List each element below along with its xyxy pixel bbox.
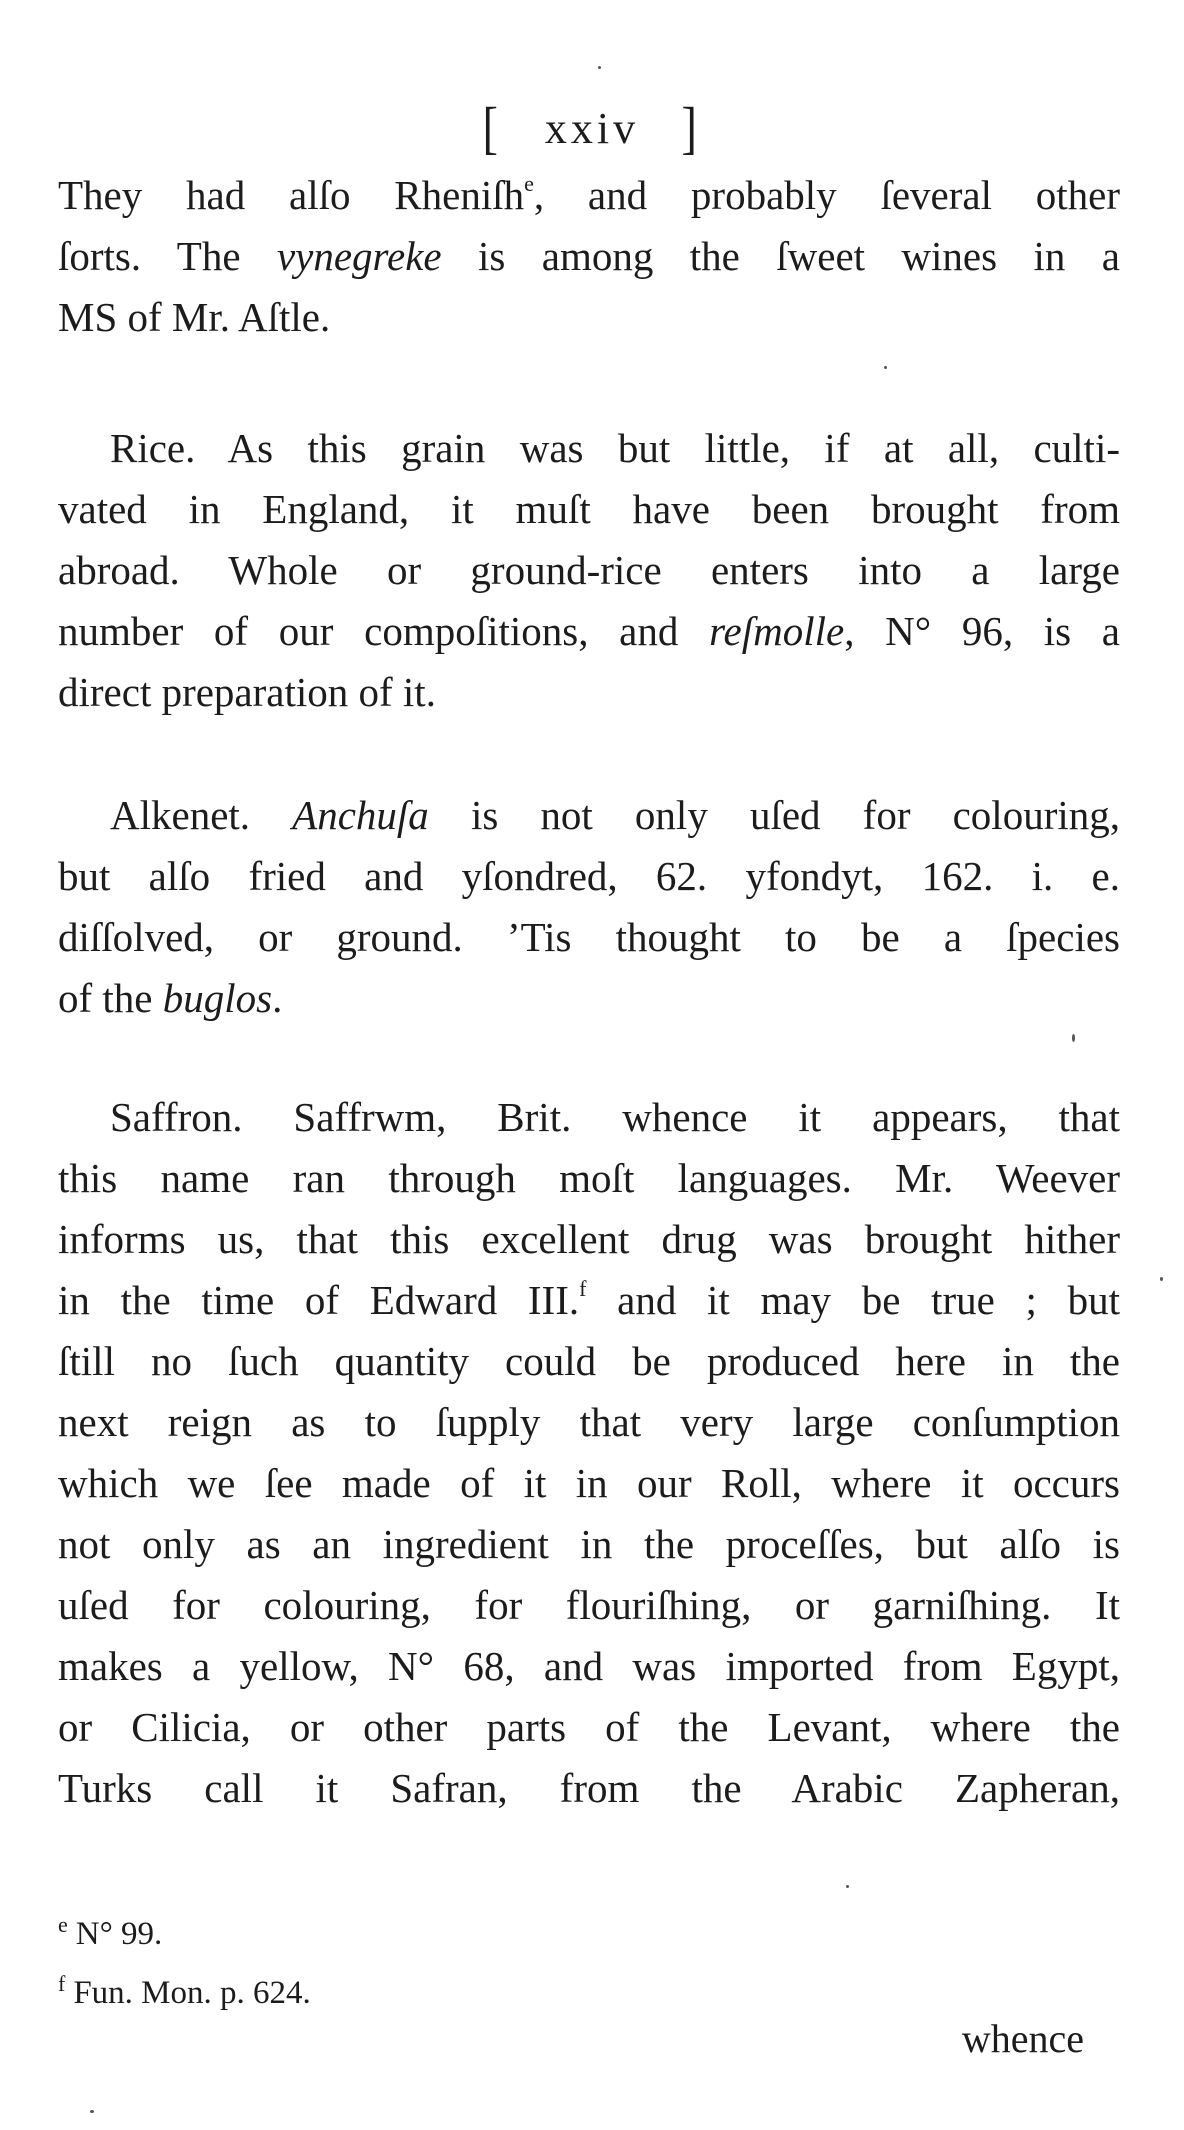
page-number: xxiv bbox=[544, 104, 640, 153]
text-run: not only as an ingredient in the proceſſes, but alſo is bbox=[58, 1521, 1120, 1567]
footnote-f bbox=[58, 1959, 311, 2018]
text-run: informs us, that this excellent drug was brought hither bbox=[58, 1216, 1120, 1262]
text-line bbox=[58, 1087, 1120, 1148]
footnote-text: Fun. Mon. p. 624. bbox=[73, 1975, 311, 2011]
text-line bbox=[58, 479, 1120, 540]
text-run: ſtill no ſuch quantity could be produced here in the bbox=[58, 1338, 1120, 1384]
text-line bbox=[58, 907, 1120, 968]
text-run: which we ſee made of it in our Roll, where it occurs bbox=[58, 1460, 1120, 1506]
text-run: ſorts. The bbox=[58, 233, 277, 279]
text-line bbox=[58, 785, 1120, 846]
text-run: uſed for colouring, for flouriſhing, or garniſhing. It bbox=[58, 1582, 1120, 1628]
scan-speck bbox=[1160, 1277, 1163, 1281]
right-bracket: ] bbox=[681, 95, 702, 160]
text-line bbox=[58, 1453, 1120, 1514]
footnote-reference: f bbox=[579, 1276, 587, 1301]
running-head bbox=[0, 95, 1184, 160]
text-line bbox=[58, 1331, 1120, 1392]
text-run: abroad. Whole or ground-rice enters into a large bbox=[58, 547, 1120, 593]
text-run: diſſolved, or ground. ’Tis thought to be a ſpecies bbox=[58, 914, 1120, 960]
text-run: They had alſo Rheniſh bbox=[58, 172, 525, 218]
text-run: this name ran through moſt languages. Mr. Weever bbox=[58, 1155, 1120, 1201]
text-line bbox=[58, 1392, 1120, 1453]
text-run: but alſo fried and yſondred, 62. yfondyt, 162. i. e. bbox=[58, 853, 1120, 899]
text-line bbox=[58, 226, 1120, 287]
text-line bbox=[58, 1148, 1120, 1209]
text-run: Alkenet. bbox=[110, 792, 293, 838]
footnote-mark: e bbox=[58, 1912, 68, 1937]
text-run: Rice. As this grain was but little, if at all, culti- bbox=[110, 425, 1120, 471]
text-run: number of our compoſitions, and bbox=[58, 608, 710, 654]
scan-speck bbox=[90, 2110, 94, 2113]
scan-speck bbox=[884, 366, 887, 369]
text-run: vated in England, it muſt have been brought from bbox=[58, 486, 1120, 532]
footnote-mark: f bbox=[58, 1971, 66, 1996]
scan-speck bbox=[846, 1885, 849, 1888]
paragraph-rice bbox=[58, 418, 1120, 723]
text-run: makes a yellow, N° 68, and was imported from Egypt, bbox=[58, 1643, 1120, 1689]
footnote-reference: e bbox=[524, 171, 534, 196]
text-run: . bbox=[272, 975, 283, 1021]
text-line bbox=[58, 601, 1120, 662]
text-run: and it may be true ; but bbox=[586, 1277, 1121, 1323]
text-line bbox=[58, 418, 1120, 479]
text-line bbox=[58, 540, 1120, 601]
scan-speck bbox=[598, 66, 601, 69]
text-run: , N° 96, is a bbox=[844, 608, 1120, 654]
paragraph-continuation bbox=[58, 165, 1120, 348]
italic-term: Anchuſa bbox=[292, 792, 429, 838]
italic-term: vynegreke bbox=[276, 233, 442, 279]
text-line bbox=[58, 1636, 1120, 1697]
text-line bbox=[58, 846, 1120, 907]
text-run: Turks call it Safran, from the Arabic Zapheran, bbox=[58, 1765, 1120, 1811]
italic-term: buglos bbox=[162, 975, 273, 1021]
text-line bbox=[58, 1575, 1120, 1636]
text-line bbox=[58, 662, 1120, 723]
catchword: whence bbox=[961, 2016, 1084, 2061]
text-line bbox=[58, 1209, 1120, 1270]
text-run: next reign as to ſupply that very large conſumption bbox=[58, 1399, 1120, 1445]
paragraph-saffron bbox=[58, 1087, 1120, 1819]
text-run: or Cilicia, or other parts of the Levant, where the bbox=[58, 1704, 1120, 1750]
text-run: is among the ſweet wines in a bbox=[441, 233, 1120, 279]
left-bracket: [ bbox=[482, 95, 503, 160]
text-run: of the bbox=[58, 975, 163, 1021]
footnotes bbox=[58, 1900, 311, 2018]
footnote-text: N° 99. bbox=[75, 1916, 163, 1952]
text-run: , and probably ſeveral other bbox=[533, 172, 1121, 218]
text-run: is not only uſed for colouring, bbox=[428, 792, 1120, 838]
scan-speck bbox=[1072, 1034, 1075, 1042]
text-run: in the time of Edward III. bbox=[58, 1277, 580, 1323]
text-line bbox=[58, 165, 1120, 226]
text-line bbox=[58, 1514, 1120, 1575]
text-line bbox=[58, 287, 1120, 348]
text-line bbox=[58, 1697, 1120, 1758]
paragraph-alkenet bbox=[58, 785, 1120, 1029]
text-run: Saffron. Saffrwm, Brit. whence it appears, that bbox=[110, 1094, 1120, 1140]
text-run: direct preparation of it. bbox=[58, 669, 436, 715]
text-line bbox=[58, 968, 1120, 1029]
text-line bbox=[58, 1270, 1120, 1331]
italic-term: reſmolle bbox=[709, 608, 845, 654]
text-run: MS of Mr. Aſtle. bbox=[58, 294, 331, 340]
footnote-e bbox=[58, 1900, 311, 1959]
text-line bbox=[58, 1758, 1120, 1819]
